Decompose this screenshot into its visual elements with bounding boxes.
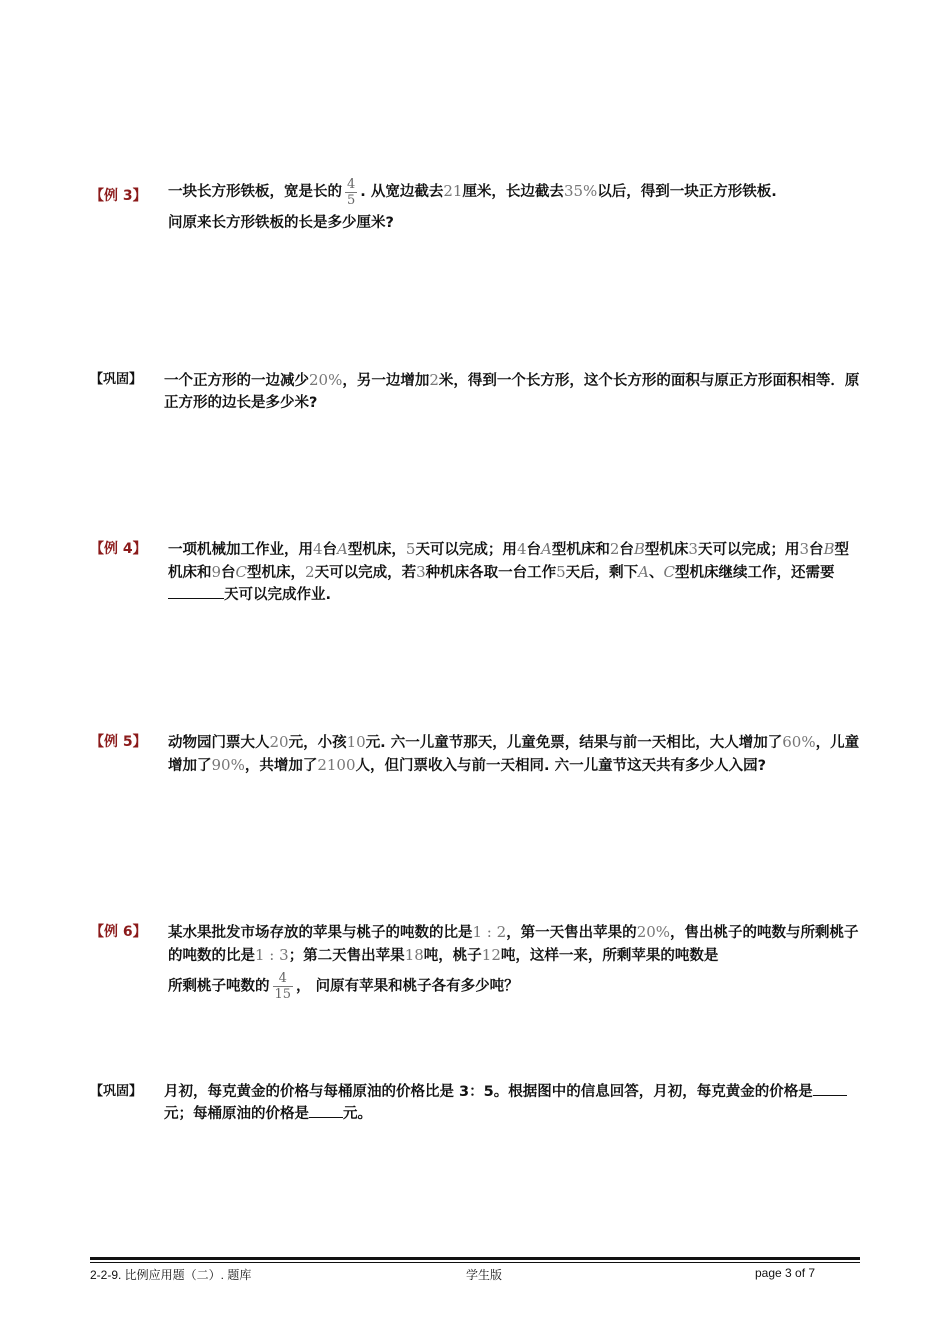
problem-text: 一个正方形的一边减少20%，另一边增加2米，得到一个长方形，这个长方形的面积与原正方形面积相等．原正方形的边长是多少米? (164, 371, 860, 411)
problem-consolidation-1 (90, 369, 860, 414)
problem-text: 某水果批发市场存放的苹果与桃子的吨数的比是1 : 2，第一天售出苹果的20%，售出桃子的吨数与所剩桃子的吨数的比是1 : 3；第二天售出苹果18吨，桃子12吨，这样一来，所剩苹果的吨数是 所剩桃子吨数的 $\frac{4}{15}$ ， 问原有苹果和桃子各有多少吨？ (168, 923, 859, 1002)
problem-text: 一项机械加工作业，用4台A型机床，5天可以完成；用4台A型机床和2台B型机床3天可以完成；用3台B型机床和9台C型机床，2天可以完成，若3种机床各取一台工作5天后，剩下A、C型机床继续工作，还需要天可以完成作业. (168, 540, 850, 603)
answer-blank[interactable] (309, 1117, 343, 1118)
problem-tag: 【例 4】 (90, 541, 147, 557)
footer-page-number: page 3 of 7 (755, 1266, 816, 1280)
fraction: $\frac{4}{15}$ (274, 971, 292, 1002)
problem-text: 动物园门票大人20元，小孩10元. 六一儿童节那天，儿童免票，结果与前一天相比，大人增加了60%，儿童增加了90%，共增加了2100人，但门票收入与前一天相同. 六一儿童节这天共有多少人入园? (168, 733, 860, 774)
answer-blank[interactable] (168, 598, 224, 599)
fraction: $\frac{4}{5}$ (347, 176, 356, 208)
footer-divider (90, 1257, 860, 1260)
problem-example-6 (90, 921, 860, 1002)
problem-tag: 【例 3】 (90, 188, 147, 204)
problem-tag: 【例 5】 (90, 734, 147, 750)
problem-example-4 (90, 538, 860, 606)
footer-center: 学生版 (466, 1268, 503, 1282)
footer-left: 2-2-9. 比例应用题（二）. 题库 (90, 1268, 252, 1282)
footer-divider-thin (90, 1262, 860, 1263)
problem-example-3 (90, 176, 860, 238)
problem-tag: 【巩固】 (90, 1084, 143, 1099)
problem-text: 月初，每克黄金的价格与每桶原油的价格比是 3：5。根据图中的信息回答，月初，每克黄金的价格是元；每桶原油的价格是 元。 (164, 1081, 860, 1125)
problem-text: 一块长方形铁板，宽是长的 $\frac{4}{5}$ . 从宽边截去21厘米，长边截去35%以后，得到一块正方形铁板. 问原来长方形铁板的长是多少厘米? (168, 176, 777, 231)
problem-tag: 【例 6】 (90, 924, 147, 940)
problem-tag: 【巩固】 (90, 372, 143, 387)
problem-example-5 (90, 731, 860, 777)
problem-consolidation-2 (90, 1081, 860, 1125)
answer-blank[interactable] (813, 1095, 847, 1096)
